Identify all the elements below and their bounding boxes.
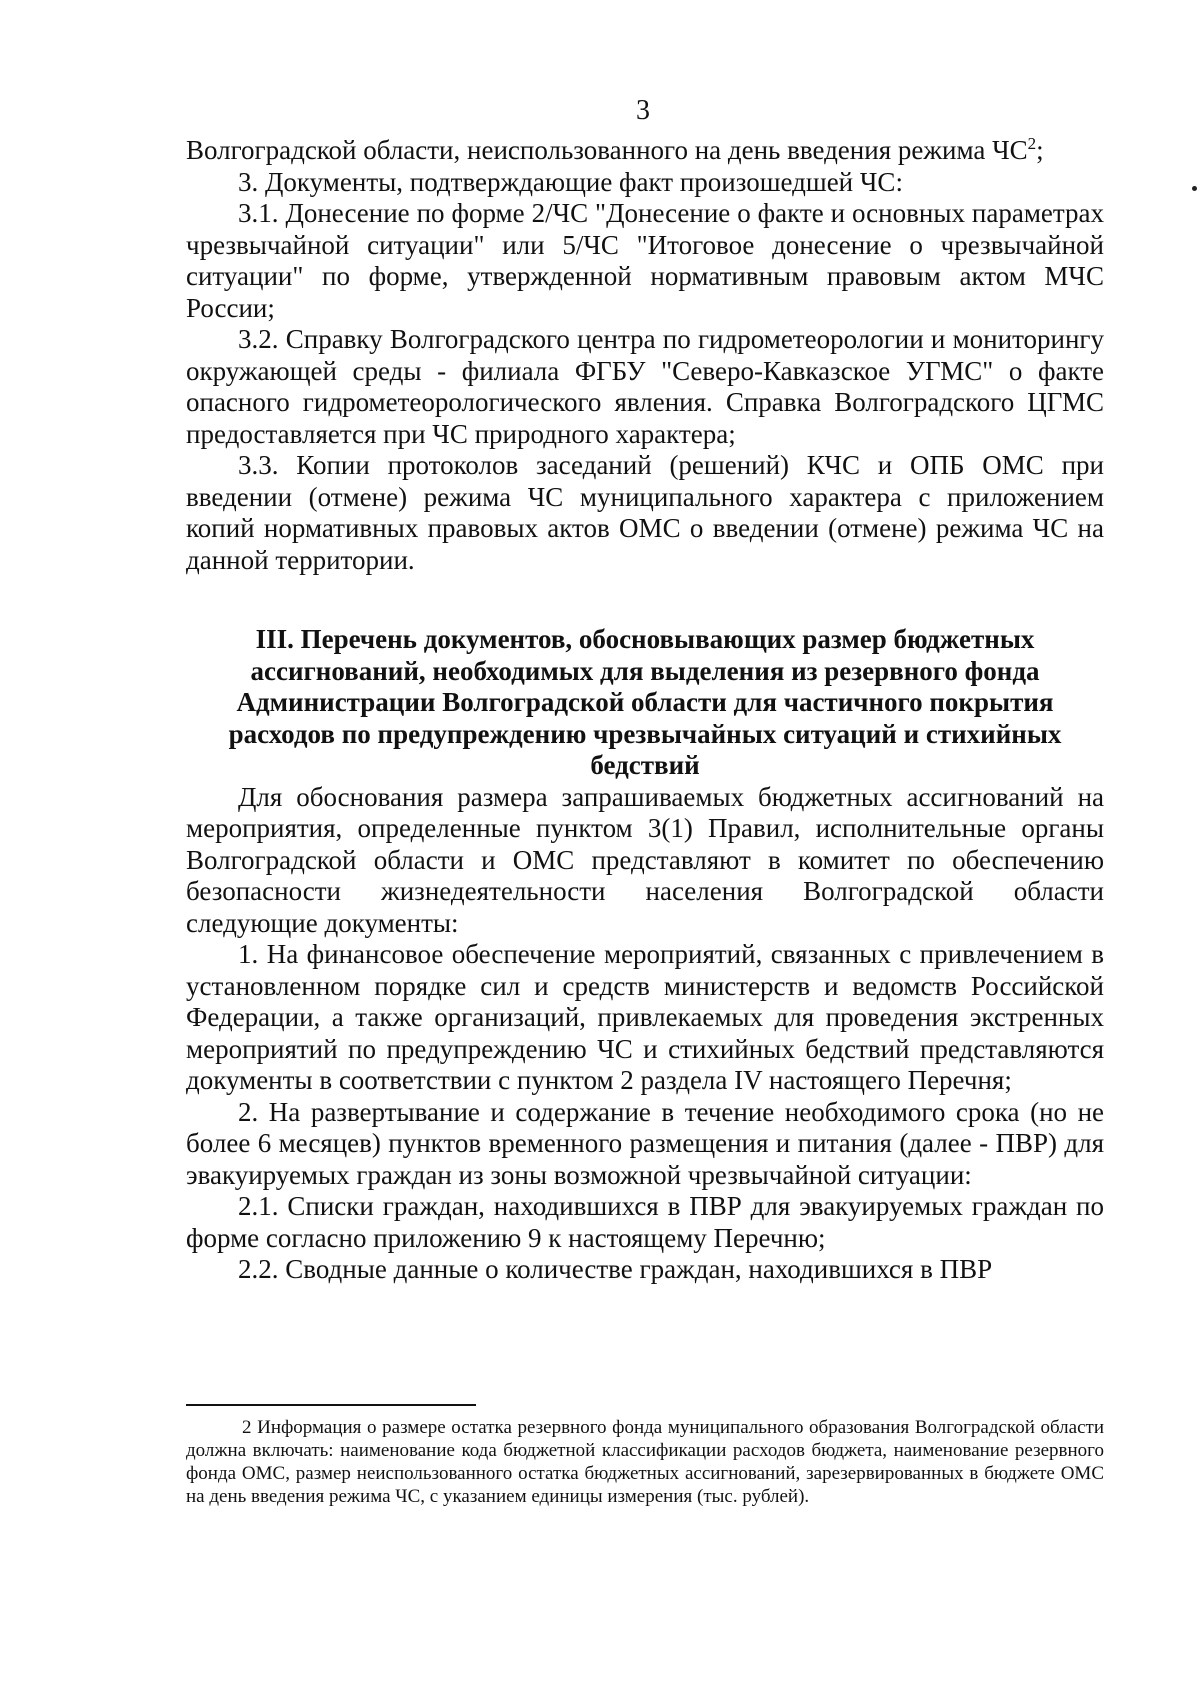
- footnote-mark: 2: [242, 1417, 252, 1438]
- paragraph-continuation: [186, 135, 1104, 167]
- footnote-divider: [186, 1404, 476, 1406]
- paragraph-item-1: 1. На финансовое обеспечение мероприятий, связанных с привлечением в установленном порядке сил и средств министерств и ведомств Российской Федерации, а также организаций, привлекаемых для проведения экстренных мероприятий по предупреждению ЧС и стихийных бедствий представляются документы в соответствии с пунктом 2 раздела IV настоящего Перечня;: [186, 939, 1104, 1095]
- footnote-text: Информация о размере остатка резервного фонда муниципального образования Волгоградской области должна включать: наименование кода бюджетной классификации расходов бюджета, наименование резервного фонда ОМС, размер неиспользованного остатка бюджетных ассигнований, зарезервированных в бюджете ОМС на день введения режима ЧС, с указанием единицы измерения (тыс. рублей).: [186, 1417, 1104, 1507]
- paragraph-item-2: 2. На развертывание и содержание в течение необходимого срока (но не более 6 месяцев) пунктов временного размещения и питания (далее - ПВР) для эвакуируемых граждан из зоны возможной чрезвычайной ситуации:: [186, 1096, 1104, 1190]
- paragraph-item-3-2: 3.2. Справку Волгоградского центра по гидрометеорологии и мониторингу окружающей среды - филиала ФГБУ "Северо-Кавказское УГМС" о факте опасного гидрометеорологического явления. Справка Волгоградского ЦГМС предоставляется при ЧС природного характера;: [186, 324, 1104, 449]
- paragraph-item-3: 3. Документы, подтверждающие факт произошедшей ЧС:: [238, 166, 903, 197]
- paragraph-intro: Для обоснования размера запрашиваемых бюджетных ассигнований на мероприятия, определенные пунктом 3(1) Правил, исполнительные органы Волгоградской области и ОМС представляют в комитет по обеспечению безопасности жизнедеятельности населения Волгоградской области следующие документы:: [186, 781, 1104, 938]
- scan-artifact: [1192, 186, 1197, 191]
- paragraph-item-2-2: 2.2. Сводные данные о количестве граждан, находившихся в ПВР: [238, 1254, 993, 1284]
- paragraph-item-3-1: 3.1. Донесение по форме 2/ЧС "Донесение о факте и основных параметрах чрезвычайной ситуации" или 5/ЧС "Итоговое донесение о чрезвычайной ситуации" по форме, утвержденной нормативным правовым актом МЧС России;: [186, 198, 1104, 323]
- footnote-reference: 2: [1027, 134, 1037, 153]
- paragraph-item-3-3: 3.3. Копии протоколов заседаний (решений) КЧС и ОПБ ОМС при введении (отмене) режима ЧС муниципального характера с приложением копий нормативных правовых актов ОМС о введении (отмене) режима ЧС на данной территории.: [186, 450, 1104, 575]
- paragraph-item-2-1: 2.1. Списки граждан, находившихся в ПВР для эвакуируемых граждан по форме согласно приложению 9 к настоящему Перечню;: [186, 1191, 1104, 1253]
- document-body: [186, 135, 1104, 1286]
- page-number: 3: [636, 95, 650, 126]
- paragraph-text: Волгоградской области, неиспользованного на день введения режима ЧС: [186, 135, 1028, 165]
- section-heading: III. Перечень документов, обосновывающих размер бюджетных ассигнований, необходимых для выделения из резервного фонда Администрации Волгоградской области для частичного покрытия расходов по предупреждению чрезвычайных ситуаций и стихийных бедствий: [228, 624, 1062, 780]
- footnote: [186, 1416, 1104, 1508]
- paragraph-end: ;: [1036, 135, 1044, 165]
